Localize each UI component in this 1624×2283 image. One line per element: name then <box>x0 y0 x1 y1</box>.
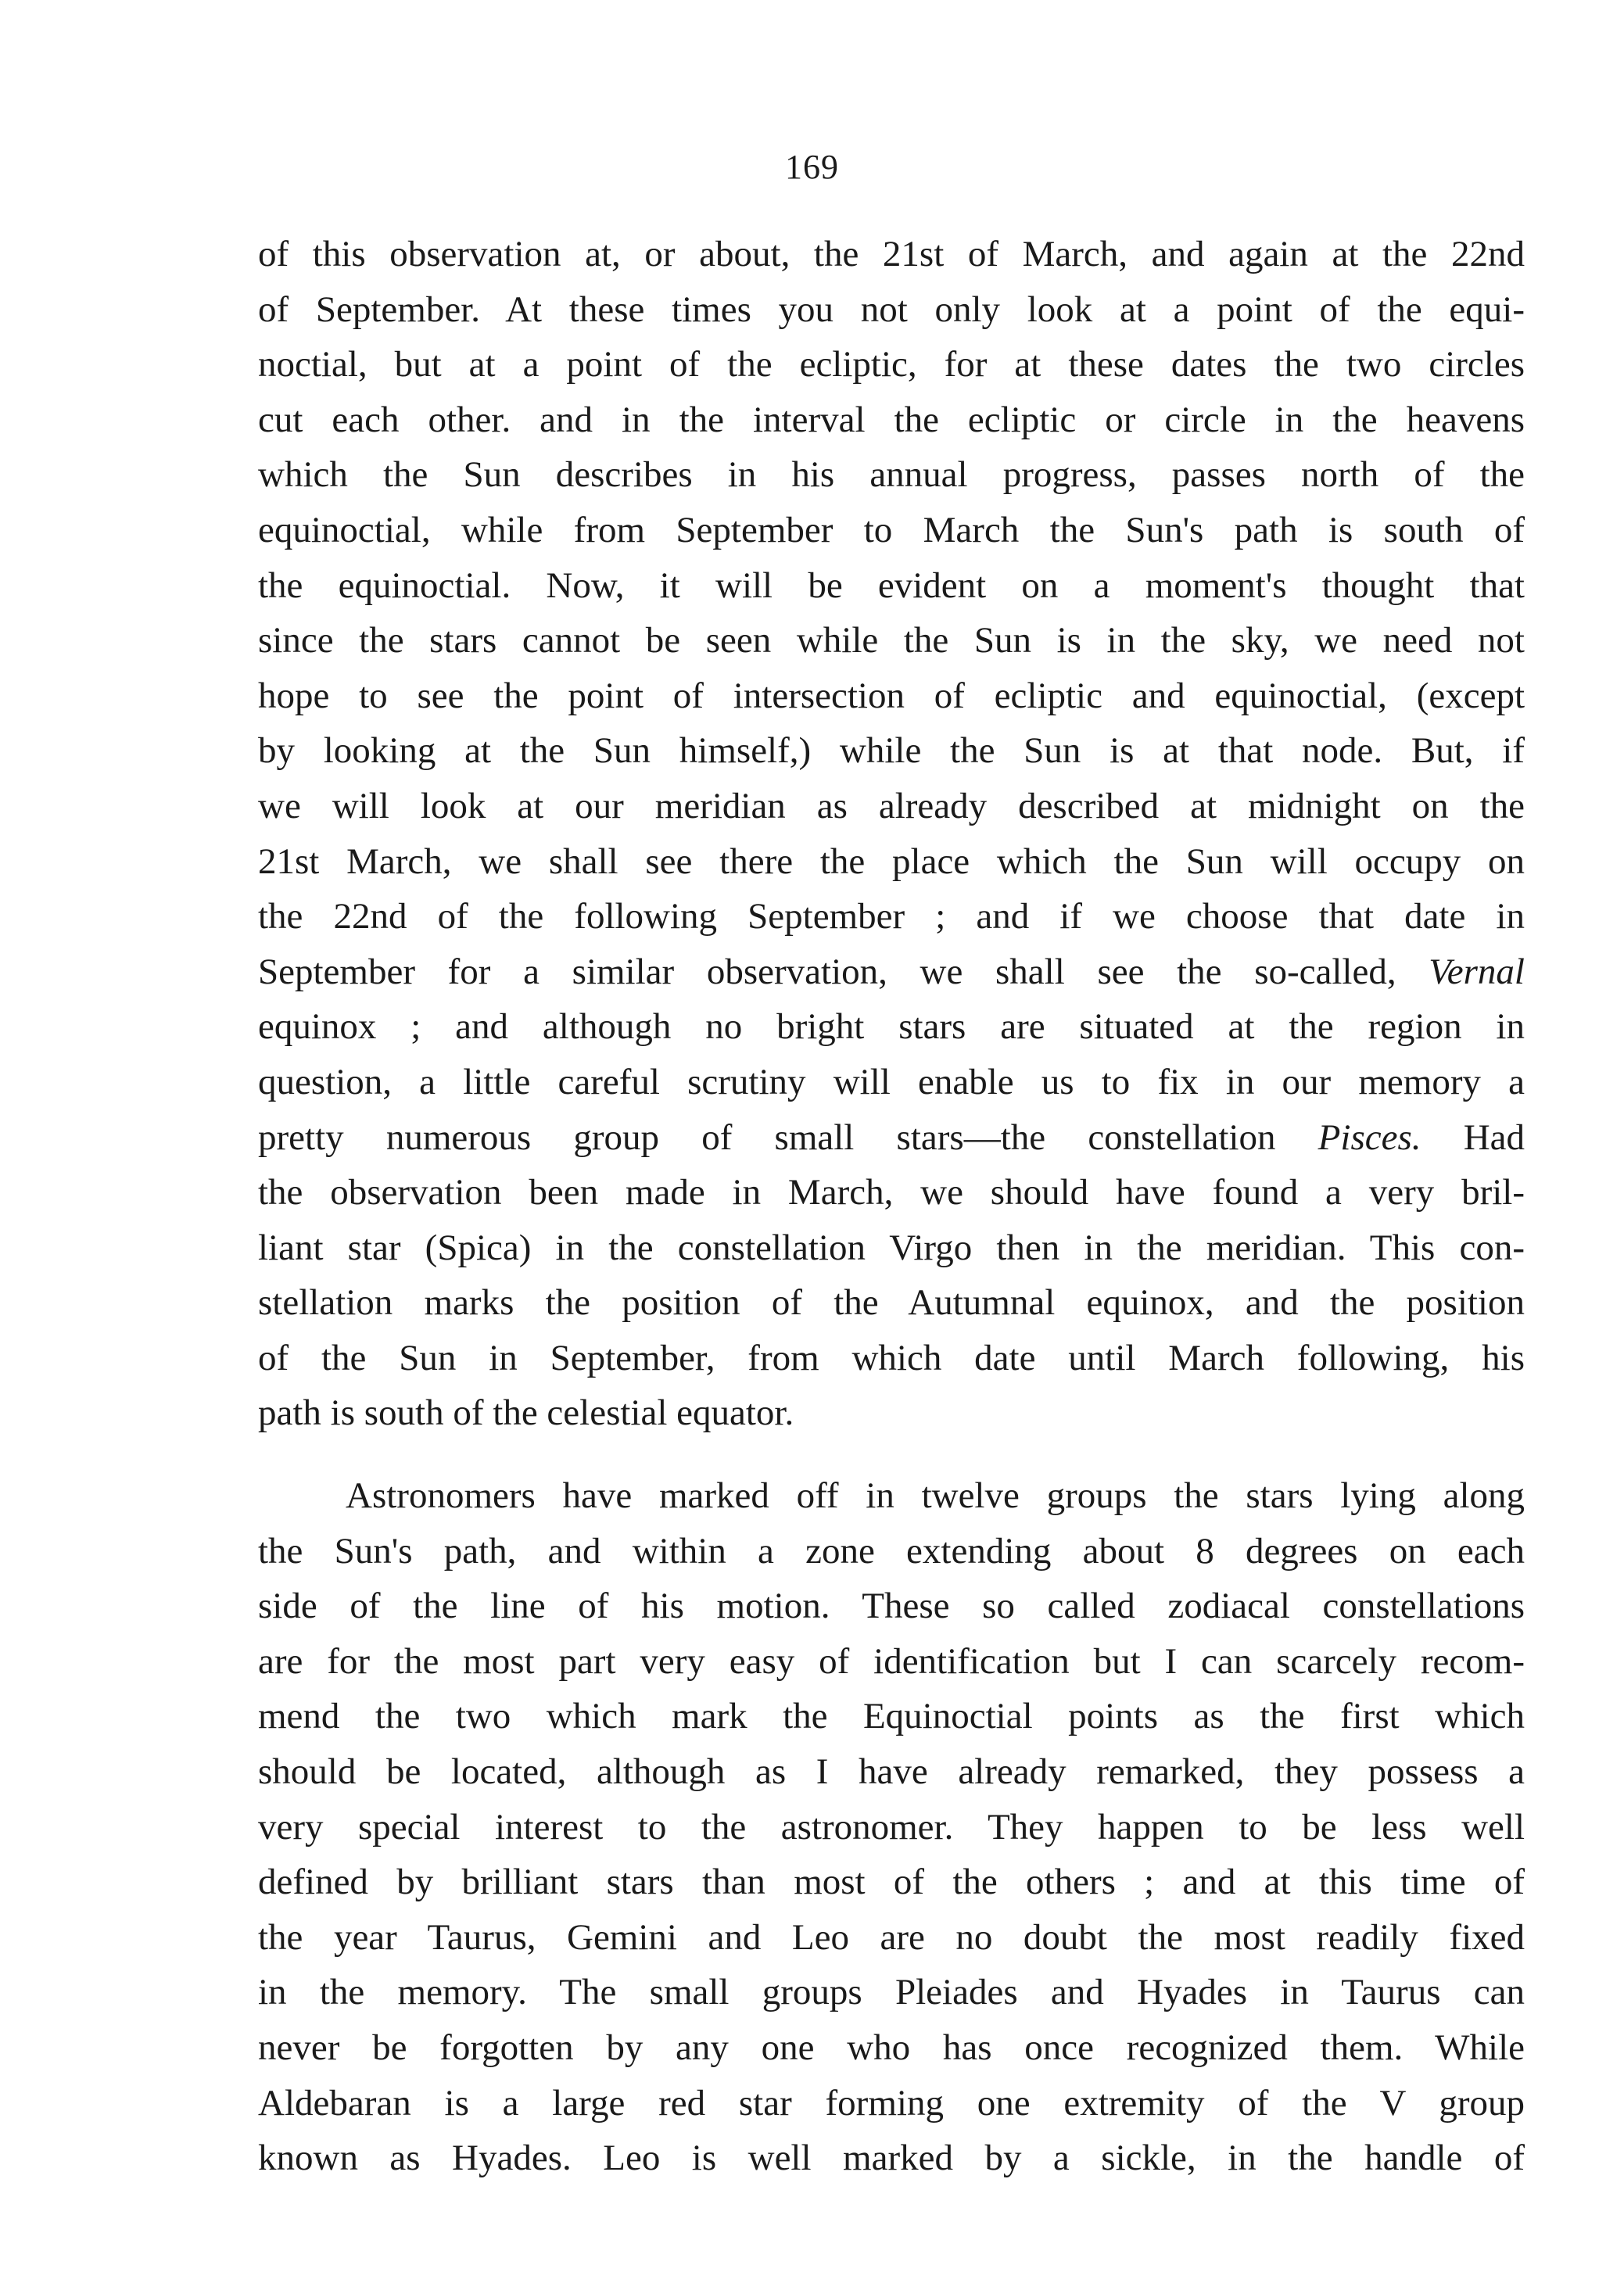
text-line: of this observation at, or about, the 21st of March, and again at the 22nd <box>258 234 1525 274</box>
text-line: which the Sun describes in his annual progress, passes north of the <box>258 454 1525 496</box>
text-line: known as Hyades. Leo is well marked by a sickle, in the handle of <box>258 2138 1525 2179</box>
text-line: side of the line of his motion. These so called zodiacal constellations <box>258 1586 1525 1627</box>
text-line: pretty numerous group of small stars—the constellation Pisces. Had <box>258 1116 1525 1158</box>
text-line: are for the most part very easy of identification but I can scarcely recom- <box>258 1640 1525 1682</box>
text-line: the equinoctial. Now, it will be evident on a moment's thought that <box>258 564 1525 606</box>
text-line: equinox ; and although no bright stars are situated at the region in <box>258 1006 1525 1048</box>
text-line: of September. At these times you not only look at a point of the equi- <box>258 289 1525 330</box>
text-line: of the Sun in September, from which date until March following, his <box>258 1337 1525 1378</box>
text-line: since the stars cannot be seen while the Sun is in the sky, we need not <box>258 620 1525 661</box>
text-line: Aldebaran is a large red star forming one extremity of the V group <box>258 2082 1525 2124</box>
text-line: 21st March, we shall see there the place which the Sun will occupy on <box>258 840 1525 882</box>
text-line: September for a similar observation, we shall see the so-called, Vernal <box>258 951 1525 992</box>
text-line: liant star (Spica) in the constellation Virgo then in the meridian. This con- <box>258 1227 1525 1268</box>
text-line: the Sun's path, and within a zone extending about 8 degrees on each <box>258 1530 1525 1572</box>
text-line: mend the two which mark the Equinoctial points as the first which <box>258 1696 1525 1737</box>
page-number: 169 <box>785 148 839 186</box>
text-line: equinoctial, while from September to March the Sun's path is south of <box>258 509 1525 550</box>
text-line: question, a little careful scrutiny will enable us to fix in our memory a <box>258 1061 1525 1102</box>
italic-term: Pisces. <box>1317 1116 1421 1158</box>
paragraph-2 <box>258 1468 1525 2186</box>
text-line: path is south of the celestial equator. <box>258 1392 794 1434</box>
text-line: hope to see the point of intersection of ecliptic and equinoctial, (except <box>258 675 1525 716</box>
text-line: noctial, but at a point of the ecliptic, for at these dates the two circles <box>258 344 1525 385</box>
paragraph-1 <box>258 227 1525 1441</box>
text-line: by looking at the Sun himself,) while the Sun is at that node. But, if <box>258 730 1525 772</box>
text-line: defined by brilliant stars than most of the others ; and at this time of <box>258 1862 1525 1903</box>
text-line: we will look at our meridian as already described at midnight on the <box>258 785 1525 826</box>
text-line: stellation marks the position of the Autumnal equinox, and the position <box>258 1282 1525 1324</box>
text-line: the 22nd of the following September ; and if we choose that date in <box>258 896 1525 937</box>
text-line: in the memory. The small groups Pleiades and Hyades in Taurus can <box>258 1972 1525 2013</box>
italic-term: Vernal <box>1429 951 1525 992</box>
text-line: the year Taurus, Gemini and Leo are no doubt the most readily fixed <box>258 1916 1525 1958</box>
text-line: cut each other. and in the interval the ecliptic or circle in the heavens <box>258 399 1525 440</box>
text-line: Astronomers have marked off in twelve groups the stars lying along <box>346 1475 1525 1516</box>
text-line: very special interest to the astronomer. They happen to be less well <box>258 1806 1525 1848</box>
text-line: the observation been made in March, we should have found a very bril- <box>258 1172 1525 1213</box>
text-line: should be located, although as I have already remarked, they possess a <box>258 1751 1525 1792</box>
text-line: never be forgotten by any one who has once recognized them. While <box>258 2027 1525 2068</box>
